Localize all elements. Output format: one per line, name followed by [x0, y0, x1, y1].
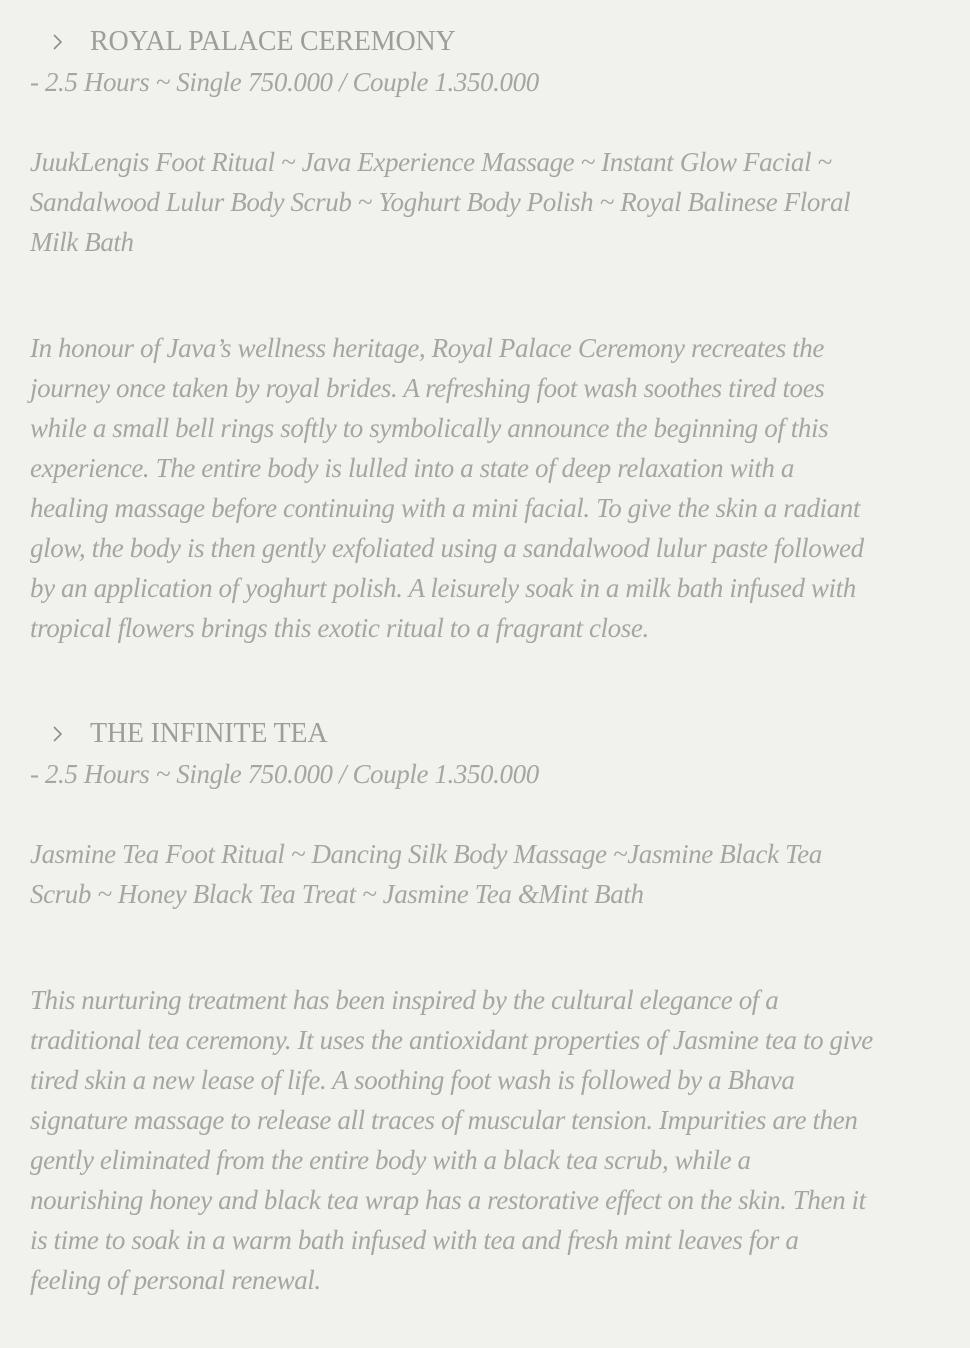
treatment-title: THE INFINITE TEA — [90, 718, 328, 749]
description-line: nourishing honey and black tea wrap has a restorative effect on the skin. Then it — [30, 1185, 866, 1215]
chevron-right-icon[interactable] — [30, 33, 90, 51]
treatment-royal-palace-ceremony — [30, 22, 930, 648]
description-line: tired skin a new lease of life. A soothing foot wash is followed by a Bhava — [30, 1065, 795, 1095]
treatment-infinite-tea — [30, 714, 930, 1300]
description-line: journey once taken by royal brides. A refreshing foot wash soothes tired toes — [30, 373, 825, 403]
description-line: gently eliminated from the entire body with a black tea scrub, while a — [30, 1145, 751, 1175]
treatment-description — [30, 328, 930, 648]
description-line: In honour of Java’s wellness heritage, Royal Palace Ceremony recreates the — [30, 333, 824, 363]
description-line: healing massage before continuing with a mini facial. To give the skin a radiant — [30, 493, 860, 523]
description-line: feeling of personal renewal. — [30, 1265, 321, 1295]
steps-line: Milk Bath — [30, 227, 134, 257]
treatment-meta: - 2.5 Hours ~ Single 750.000 / Couple 1.350.000 — [30, 67, 539, 97]
steps-line: Sandalwood Lulur Body Scrub ~ Yoghurt Body Polish ~ Royal Balinese Floral — [30, 187, 851, 217]
description-line: experience. The entire body is lulled into a state of deep relaxation with a — [30, 453, 794, 483]
description-line: tropical flowers brings this exotic ritual to a fragrant close. — [30, 613, 649, 643]
treatment-header[interactable] — [30, 714, 930, 754]
description-line: by an application of yoghurt polish. A leisurely soak in a milk bath infused with — [30, 573, 856, 603]
steps-line: Scrub ~ Honey Black Tea Treat ~ Jasmine Tea &Mint Bath — [30, 879, 644, 909]
chevron-right-icon[interactable] — [30, 725, 90, 743]
treatment-steps — [30, 142, 930, 262]
description-line: traditional tea ceremony. It uses the antioxidant properties of Jasmine tea to give — [30, 1025, 873, 1055]
description-line: signature massage to release all traces of muscular tension. Impurities are then — [30, 1105, 858, 1135]
steps-line: Jasmine Tea Foot Ritual ~ Dancing Silk Body Massage ~Jasmine Black Tea — [30, 839, 822, 869]
description-line: while a small bell rings softly to symbolically announce the beginning of this — [30, 413, 829, 443]
description-line: is time to soak in a warm bath infused with tea and fresh mint leaves for a — [30, 1225, 799, 1255]
treatment-steps — [30, 834, 930, 914]
steps-line: JuukLengis Foot Ritual ~ Java Experience Massage ~ Instant Glow Facial ~ — [30, 147, 832, 177]
description-line: glow, the body is then gently exfoliated using a sandalwood lulur paste followed — [30, 533, 864, 563]
treatment-meta: - 2.5 Hours ~ Single 750.000 / Couple 1.350.000 — [30, 759, 539, 789]
treatment-description — [30, 980, 930, 1300]
description-line: This nurturing treatment has been inspired by the cultural elegance of a — [30, 985, 779, 1015]
treatment-header[interactable] — [30, 22, 930, 62]
treatment-title: ROYAL PALACE CEREMONY — [90, 26, 456, 57]
